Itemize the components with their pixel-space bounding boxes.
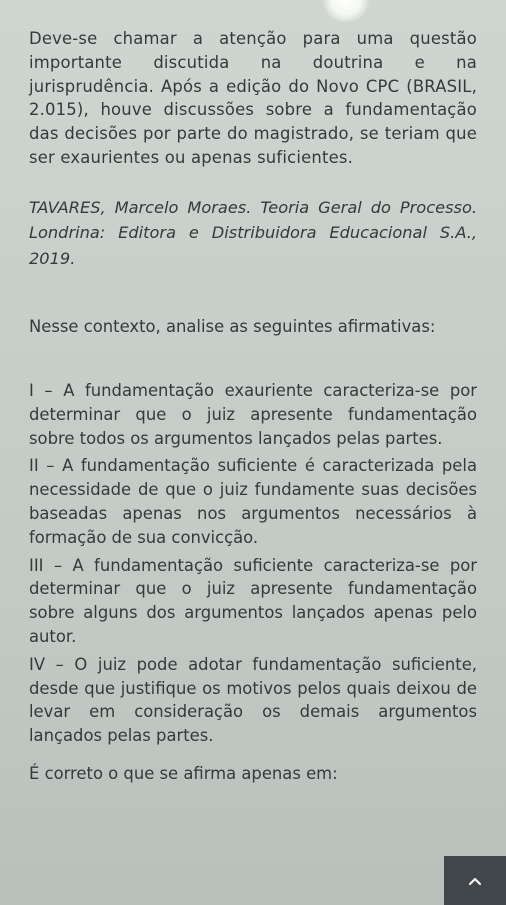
statement-item: I – A fundamentação exauriente caracteriza-se por determinar que o juiz apresente fundamentação sobre todos os argumentos lançados pelas partes. <box>29 381 477 448</box>
question-text: É correto o que se afirma apenas em: <box>29 764 338 784</box>
intro-paragraph: Deve-se chamar a atenção para uma questão importante discutida na doutrina e na jurisprudência. Após a edição do Novo CPC (BRASIL, 2.015), houve discussões sobre a fundamentação das decisões por parte do magistrado, se teriam que ser exaurientes ou apenas suficientes. <box>29 29 477 167</box>
chevron-up-icon <box>468 876 482 886</box>
prompt-text: Nesse contexto, analise as seguintes afirmativas: <box>29 317 436 337</box>
citation: TAVARES, Marcelo Moraes. Teoria Geral do Processo. Londrina: Editora e Distribuidora Educacional S.A., 2019. <box>29 197 477 268</box>
screen-glare <box>322 0 370 22</box>
statement-item: III – A fundamentação suficiente caracteriza-se por determinar que o juiz apresente fundamentação sobre alguns dos argumentos lançados apenas pelo autor. <box>29 555 477 647</box>
question-content <box>29 27 477 786</box>
statement-item: IV – O juiz pode adotar fundamentação suficiente, desde que justifique os motivos pelos quais deixou de levar em consideração os demais argumentos lançados pelas partes. <box>29 654 477 746</box>
statements-list <box>29 379 477 748</box>
scroll-to-top-button[interactable] <box>444 856 506 905</box>
statement-item: II – A fundamentação suficiente é caracterizada pela necessidade de que o juiz fundamente suas decisões baseadas apenas nos argumentos necessários à formação de sua convicção. <box>29 456 477 547</box>
